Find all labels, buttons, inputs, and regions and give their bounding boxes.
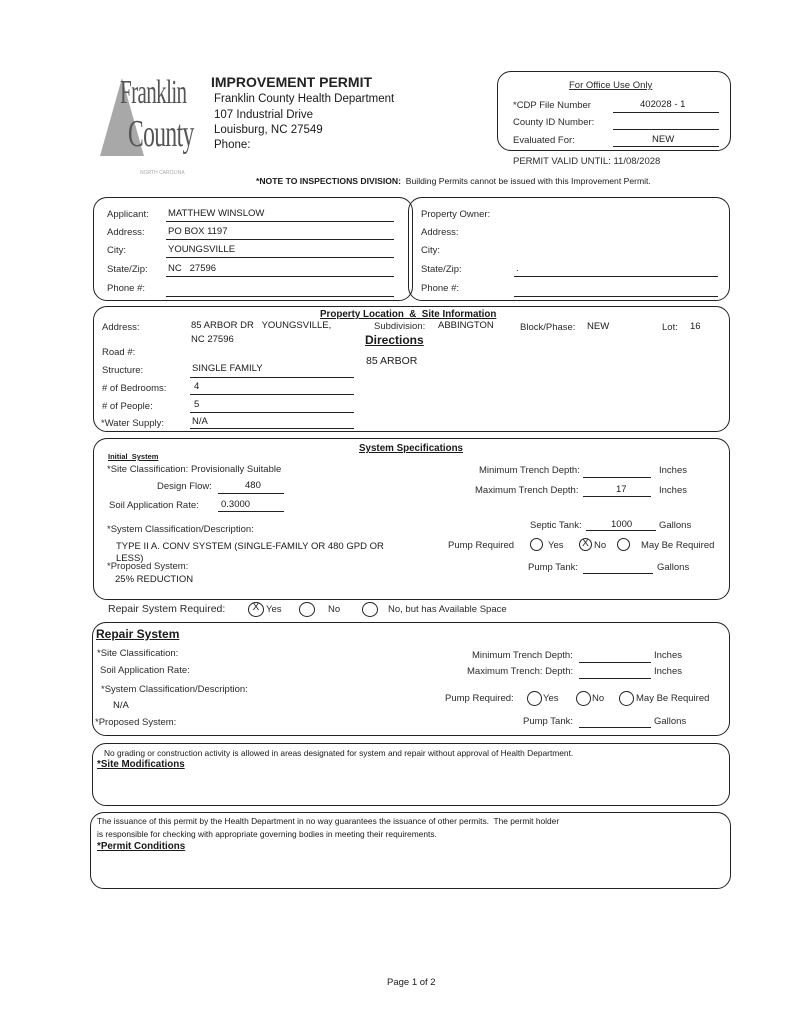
repair-max-trench-underline (579, 678, 651, 679)
max-trench-label: Maximum Trench Depth: (475, 485, 579, 496)
people-value[interactable]: 5 (194, 399, 200, 410)
repair-no-radio[interactable] (299, 602, 315, 617)
bedrooms-underline (190, 394, 354, 395)
repair-pump-maybe-label: May Be Required (636, 693, 710, 704)
repair-min-trench-unit: Inches (654, 650, 682, 661)
water-supply-underline (190, 428, 354, 429)
repair-max-trench-unit: Inches (654, 666, 682, 677)
site-modifications-body[interactable] (100, 774, 720, 802)
people-label: # of People: (102, 401, 153, 412)
property-address-label: Address: (102, 322, 140, 333)
owner-address-label: Address: (421, 227, 459, 238)
county-id-underline (613, 129, 719, 130)
applicant-address-underline (166, 239, 394, 240)
repair-min-trench-underline (579, 662, 651, 663)
repair-soil-rate-label: Soil Application Rate: (100, 665, 190, 676)
applicant-label: Applicant: (107, 209, 149, 220)
site-classification: *Site Classification: Provisionally Suitable (107, 464, 282, 475)
structure-underline (190, 377, 354, 378)
applicant-city[interactable]: YOUNGSVILLE (168, 244, 236, 255)
pump-tank-label: Pump Tank: (528, 562, 578, 573)
bedrooms-value[interactable]: 4 (194, 381, 200, 392)
repair-pump-tank-label: Pump Tank: (523, 716, 573, 727)
subdivision-label: Subdivision: (374, 321, 426, 332)
soil-rate-value[interactable]: 0.3000 (221, 499, 251, 510)
max-trench-value[interactable]: 17 (616, 484, 627, 495)
min-trench-label: Minimum Trench Depth: (479, 465, 580, 476)
initial-system-title: Initial System (108, 452, 159, 461)
property-address-line2[interactable]: NC 27596 (191, 334, 234, 345)
design-flow-label: Design Flow: (157, 481, 212, 492)
site-modifications-notice: No grading or construction activity is allowed in areas designated for system and repair without approval of Health Department. (104, 748, 574, 758)
subdivision-value[interactable]: ABBINGTON (438, 320, 494, 331)
repair-space-radio[interactable] (362, 602, 378, 617)
applicant-statezip-label: State/Zip: (107, 264, 148, 275)
repair-pump-no-radio[interactable] (576, 691, 591, 706)
permit-conditions-notice-line2: is responsible for checking with appropriate governing bodies in meeting their requirements. (97, 829, 437, 839)
max-trench-unit: Inches (659, 485, 687, 496)
soil-rate-underline (218, 511, 284, 512)
department-phone-label: Phone: (214, 139, 251, 151)
owner-city-label: City: (421, 245, 440, 256)
structure-label: Structure: (102, 365, 144, 376)
min-trench-unit: Inches (659, 465, 687, 476)
applicant-phone-label: Phone #: (107, 283, 146, 294)
pump-yes-radio[interactable] (530, 538, 543, 551)
repair-max-trench-label: Maximum Trench: Depth: (467, 666, 574, 677)
max-trench-underline (583, 496, 651, 497)
system-classification-value[interactable]: TYPE II A. CONV SYSTEM (SINGLE-FAMILY OR 480 GPD OR (116, 541, 384, 552)
lot-label: Lot: (662, 322, 678, 333)
lot-value[interactable]: 16 (690, 321, 701, 332)
soil-rate-label: Soil Application Rate: (109, 500, 199, 511)
logo-text-franklin: Franklin (120, 74, 187, 111)
permit-conditions-notice-line1: The issuance of this permit by the Health Department in no way guarantees the issuance of other permits. The permit holder (97, 816, 560, 826)
repair-sys-class-value[interactable]: N/A (113, 700, 129, 711)
logo-tagline: NORTH CAROLINA (140, 170, 185, 176)
pump-required-label: Pump Required (448, 540, 515, 551)
septic-tank-underline (586, 530, 656, 531)
repair-space-label: No, but has Available Space (388, 604, 507, 615)
owner-label: Property Owner: (421, 209, 491, 220)
logo-text-county: County (128, 113, 194, 155)
repair-pump-no-label: No (592, 693, 605, 704)
applicant-city-underline (166, 257, 394, 258)
repair-required-label: Repair System Required: (108, 603, 226, 615)
owner-statezip-underline (514, 276, 718, 277)
block-phase-label: Block/Phase: (520, 322, 576, 333)
road-number-label: Road #: (102, 347, 136, 358)
department-address1: 107 Industrial Drive (214, 109, 314, 121)
bedrooms-label: # of Bedrooms: (102, 383, 167, 394)
evaluated-for-label: Evaluated For: (513, 135, 575, 146)
office-use-title: For Office Use Only (569, 80, 653, 91)
repair-proposed-label: *Proposed System: (95, 717, 177, 728)
pump-tank-underline (583, 573, 653, 574)
owner-phone-underline (514, 296, 718, 297)
applicant-underline (166, 221, 394, 222)
inspections-note-heading: *NOTE TO INSPECTIONS DIVISION: (256, 176, 401, 186)
applicant-address[interactable]: PO BOX 1197 (168, 226, 228, 237)
county-id-label: County ID Number: (513, 117, 595, 128)
min-trench-underline (583, 477, 651, 478)
structure-value[interactable]: SINGLE FAMILY (192, 363, 263, 374)
cdp-file-label: *CDP File Number (513, 100, 591, 111)
water-supply-label: *Water Supply: (101, 418, 165, 429)
directions-title: Directions (365, 333, 424, 347)
repair-pump-label: Pump Required: (445, 693, 514, 704)
repair-system-box (92, 622, 730, 736)
owner-statezip-label: State/Zip: (421, 264, 462, 275)
department-name: Franklin County Health Department (214, 93, 395, 105)
site-modifications-title: *Site Modifications (97, 759, 185, 770)
owner-phone-label: Phone #: (421, 283, 460, 294)
repair-yes-radio[interactable]: X (248, 602, 264, 617)
repair-pump-maybe-radio[interactable] (619, 691, 634, 706)
applicant-address-label: Address: (107, 227, 145, 238)
evaluated-for-value[interactable]: NEW (652, 134, 675, 145)
system-classification-label: *System Classification/Description: (107, 524, 254, 535)
repair-pump-yes-label: Yes (543, 693, 559, 704)
permit-conditions-title: *Permit Conditions (97, 841, 186, 852)
repair-sys-class-label: *System Classification/Description: (101, 684, 248, 695)
pump-yes-label: Yes (548, 540, 564, 551)
repair-min-trench-label: Minimum Trench Depth: (472, 650, 573, 661)
directions-text[interactable]: 85 ARBOR (366, 355, 418, 367)
pump-no-label: No (594, 540, 607, 551)
proposed-system-label: *Proposed System: (107, 561, 189, 572)
permit-valid-until: PERMIT VALID UNTIL: 11/08/2028 (513, 156, 661, 167)
pump-tank-unit: Gallons (657, 562, 690, 573)
pump-maybe-label: May Be Required (641, 540, 715, 551)
page-title: IMPROVEMENT PERMIT (211, 74, 373, 90)
owner-statezip[interactable]: . (516, 263, 519, 274)
septic-tank-value[interactable]: 1000 (611, 519, 633, 530)
page-number: Page 1 of 2 (387, 977, 436, 988)
inspections-note (256, 176, 651, 186)
cdp-file-value[interactable]: 402028 - 1 (640, 99, 686, 110)
applicant-city-label: City: (107, 245, 126, 256)
applicant-statezip-underline (166, 276, 394, 277)
system-specs-title: System Specifications (359, 443, 463, 454)
repair-pump-tank-unit: Gallons (654, 716, 687, 727)
property-section-title: Property Location & Site Information (320, 309, 497, 320)
repair-no-label: No (328, 604, 341, 615)
department-address2: Louisburg, NC 27549 (214, 124, 323, 136)
septic-tank-label: Septic Tank: (530, 520, 582, 531)
applicant-phone-underline (166, 296, 394, 297)
repair-site-class-label: *Site Classification: (97, 648, 179, 659)
pump-no-radio[interactable]: X (579, 538, 592, 551)
design-flow-underline (218, 493, 284, 494)
people-underline (190, 412, 354, 413)
inspections-note-text: Building Permits cannot be issued with this Improvement Permit. (405, 176, 651, 186)
block-phase-value[interactable]: NEW (587, 321, 610, 332)
proposed-system-value[interactable]: 25% REDUCTION (115, 574, 194, 585)
pump-maybe-radio[interactable] (617, 538, 630, 551)
repair-system-title: Repair System (96, 627, 180, 641)
evaluated-for-underline (613, 146, 719, 147)
repair-pump-yes-radio[interactable] (527, 691, 542, 706)
applicant-name[interactable]: MATTHEW WINSLOW (168, 208, 265, 219)
property-address-line1[interactable]: 85 ARBOR DR YOUNGSVILLE, (191, 320, 332, 331)
applicant-statezip[interactable]: NC 27596 (168, 263, 217, 274)
design-flow-value[interactable]: 480 (245, 480, 261, 491)
permit-conditions-body[interactable] (100, 856, 720, 884)
water-supply-value[interactable]: N/A (192, 416, 208, 427)
repair-yes-label: Yes (266, 604, 282, 615)
cdp-file-underline (613, 112, 719, 113)
septic-tank-unit: Gallons (659, 520, 692, 531)
repair-pump-tank-underline (579, 727, 651, 728)
system-classification-cont: LESS) (116, 553, 144, 564)
